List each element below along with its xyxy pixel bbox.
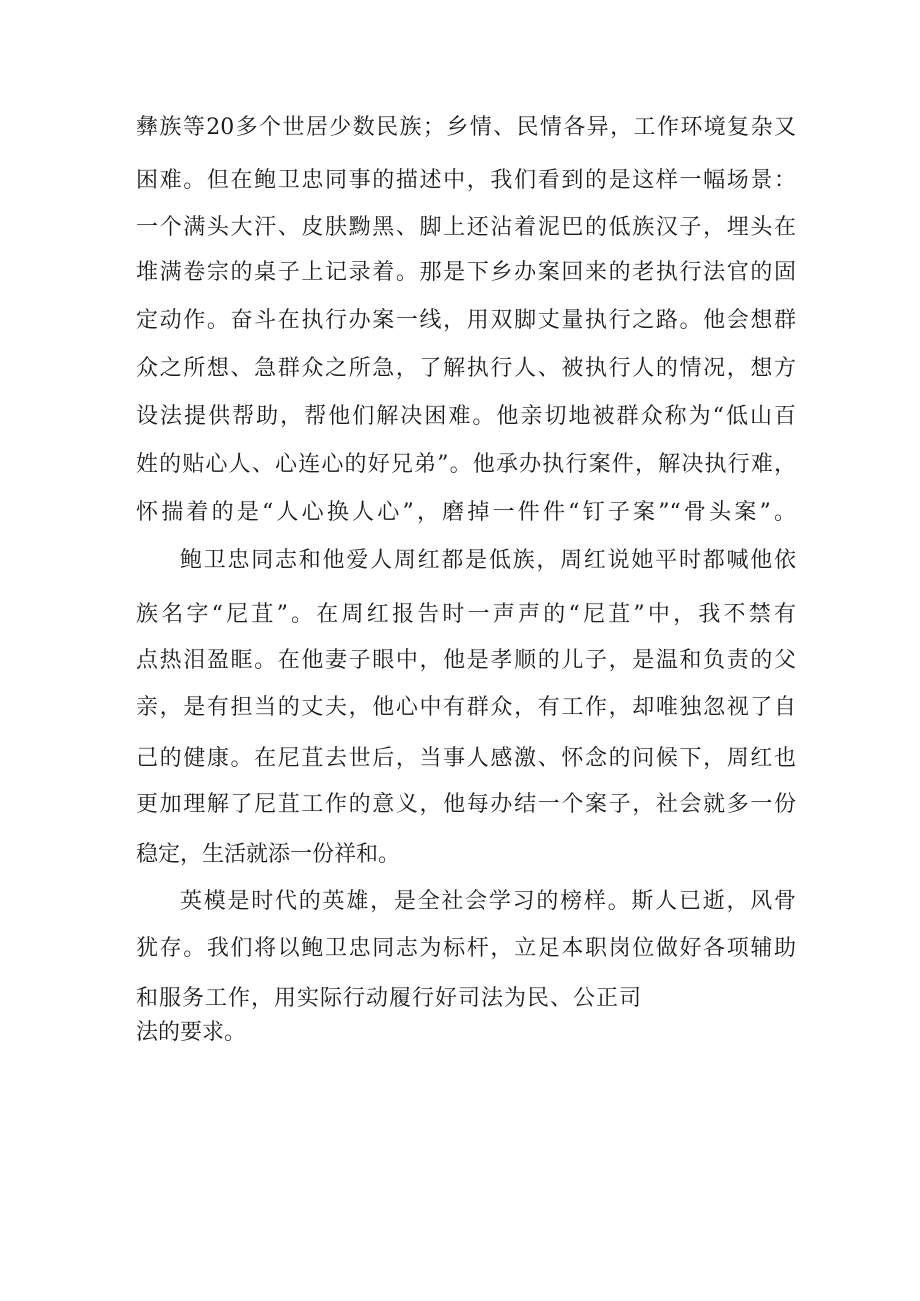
text-line-16: 稳定，生活就添一份祥和。: [136, 842, 401, 867]
text-line-7: 设法提供帮助，帮他们解决困难。他亲切地被群众称为“低山百: [136, 404, 796, 429]
text-line-12: 点热泪盈眶。在他妻子眼中，他是孝顺的儿子，是温和负责的父: [136, 648, 796, 673]
text-line-14: 己的健康。在尼苴去世后，当事人感激、怀念的问候下，周红也: [136, 746, 796, 771]
text-line-4: 堆满卷宗的桌子上记录着。那是下乡办案回来的老执行法官的固: [136, 260, 796, 285]
text-line-1: 彝族等20多个世居少数民族；乡情、民情各异，工作环境复杂又: [136, 115, 796, 140]
text-line-19: 和服务工作，用实际行动履行好司法为民、公正司: [136, 986, 641, 1011]
text-line-18: 犹存。我们将以鲍卫忠同志为标杆，立足本职岗位做好各项辅助: [136, 936, 796, 961]
text-line-10: 鲍卫忠同志和他爱人周红都是低族，周红说她平时都喊他依: [180, 548, 796, 573]
text-line-5: 定动作。奋斗在执行办案一线，用双脚丈量执行之路。他会想群: [136, 308, 796, 333]
text-line-6: 众之所想、急群众之所急，了解执行人、被执行人的情况，想方: [136, 356, 796, 381]
text-line-2: 困难。但在鲍卫忠同事的描述中，我们看到的是这样一幅场景：: [136, 168, 796, 193]
text-line-3: 一个满头大汗、皮肤黝黑、脚上还沾着泥巴的低族汉子，埋头在: [136, 215, 796, 240]
text-line-11: 族名字“尼苴”。在周红报告时一声声的“尼苴”中，我不禁有: [136, 602, 796, 627]
text-line-15: 更加理解了尼苴工作的意义，他每办结一个案子，社会就多一份: [136, 792, 796, 817]
text-line-9: 怀揣着的是“人心换人心”，磨掉一件件“钉子案”“骨头案”。: [136, 500, 796, 525]
text-line-13: 亲，是有担当的丈夫，他心中有群众，有工作，却唯独忽视了自: [136, 695, 796, 720]
text-line-20: 法的要求。: [136, 1020, 247, 1045]
text-line-8: 姓的贴心人、心连心的好兄弟”。他承办执行案件，解决执行难，: [136, 452, 796, 477]
text-line-17: 英模是时代的英雄，是全社会学习的榜样。斯人已逝，风骨: [180, 889, 796, 914]
